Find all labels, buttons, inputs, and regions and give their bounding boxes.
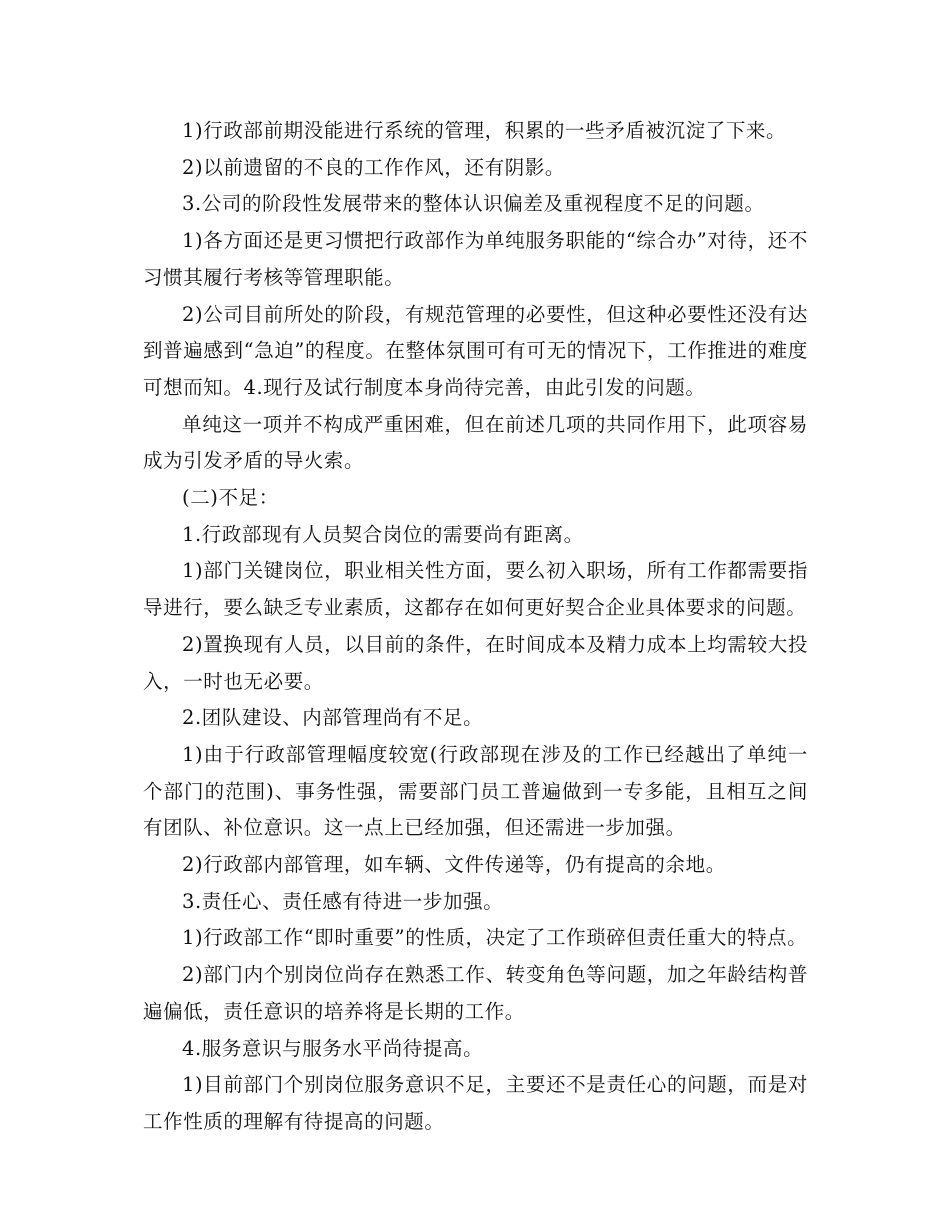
paragraph: 1)行政部工作“即时重要”的性质，决定了工作琐碎但责任重大的特点。 (182, 926, 808, 950)
paragraph: 4.服务意识与服务水平尚待提高。 (182, 1036, 484, 1060)
paragraph: 1)行政部前期没能进行系统的管理，积累的一些矛盾被沉淀了下来。 (182, 119, 787, 142)
section-heading: (二)不足： (182, 486, 279, 510)
paragraph: 2)行政部内部管理，如车辆、文件传递等，仍有提高的余地。 (182, 853, 726, 877)
paragraph: 2.团队建设、内部管理尚有不足。 (182, 706, 484, 730)
paragraph: 1.行政部现有人员契合岗位的需要尚有距离。 (182, 522, 584, 546)
document-body (143, 113, 808, 1141)
paragraph: 单纯这一项并不构成严重困难，但在前述几项的共同作用下，此项容易成为引发矛盾的导火索。 (143, 412, 808, 473)
paragraph: 2)部门内个别岗位尚存在熟悉工作、转变角色等问题，加之年龄结构普遍偏低，责任意识的培养将是长期的工作。 (143, 963, 808, 1023)
paragraph: 2)公司目前所处的阶段，有规范管理的必要性，但这种必要性还没有达到普遍感到“急迫”的程度。在整体氛围可有可无的情况下，工作推进的难度可想而知。4.现行及试行制度本身尚待完善，由此引发的问题。 (143, 302, 808, 399)
paragraph: 3.责任心、责任感有待进一步加强。 (182, 889, 504, 913)
paragraph: 1)各方面还是更习惯把行政部作为单纯服务职能的“综合办”对待，还不习惯其履行考核等管理职能。 (143, 229, 808, 289)
paragraph: 2)以前遗留的不良的工作作风，还有阴影。 (182, 155, 566, 179)
paragraph: 3.公司的阶段性发展带来的整体认识偏差及重视程度不足的问题。 (182, 192, 765, 216)
paragraph: 1)目前部门个别岗位服务意识不足，主要还不是责任心的问题，而是对工作性质的理解有待提高的问题。 (143, 1073, 808, 1133)
paragraph: 1)由于行政部管理幅度较宽(行政部现在涉及的工作已经越出了单纯一个部门的范围)、事务性强，需要部门员工普遍做到一专多能，且相互之间有团队、补位意识。这一点上已经加强，但还需进一步加强。 (143, 742, 808, 840)
paragraph: 2)置换现有人员，以目前的条件，在时间成本及精力成本上均需较大投入，一时也无必要。 (143, 632, 808, 693)
paragraph: 1)部门关键岗位，职业相关性方面，要么初入职场，所有工作都需要指导进行，要么缺乏专业素质，这都存在如何更好契合企业具体要求的问题。 (143, 559, 808, 620)
